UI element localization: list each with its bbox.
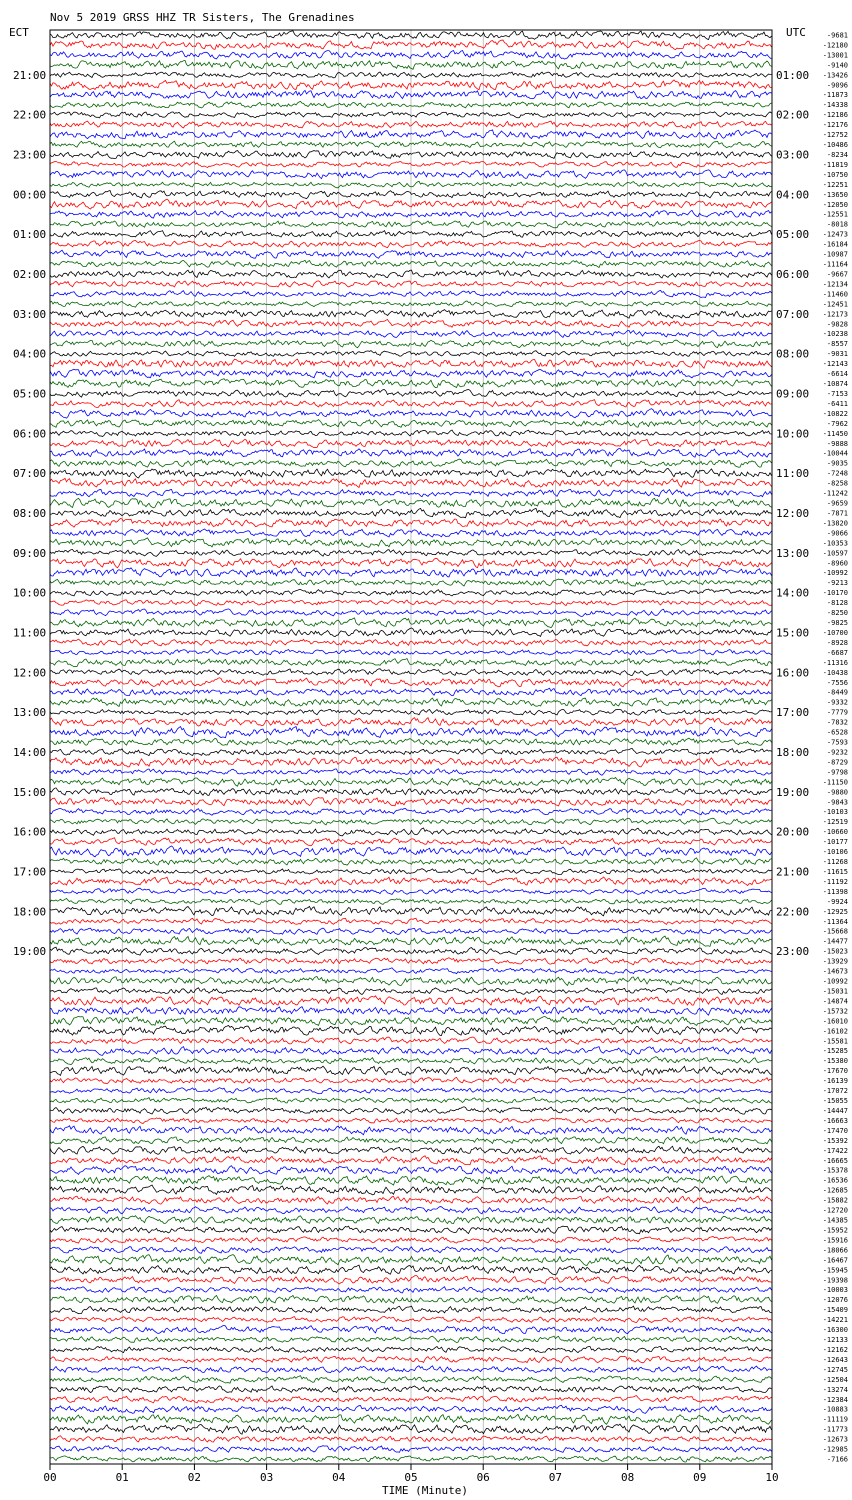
left-hour-label: 15:00 bbox=[13, 785, 47, 799]
x-tick-label: 00 bbox=[43, 1471, 57, 1484]
trace-offset-label: -8128 bbox=[826, 599, 848, 608]
right-hour-label: 17:00 bbox=[776, 706, 810, 720]
trace-offset-label: -10700 bbox=[822, 628, 848, 637]
right-hour-label: 07:00 bbox=[776, 307, 810, 321]
trace-offset-label: -16300 bbox=[822, 1326, 848, 1335]
trace-offset-label: -11316 bbox=[822, 658, 848, 667]
right-hour-label: 18:00 bbox=[776, 745, 810, 759]
left-hour-label: 18:00 bbox=[13, 905, 47, 919]
trace-offset-label: -9880 bbox=[826, 788, 848, 797]
trace-offset-label: -11460 bbox=[822, 290, 848, 299]
trace-offset-label: -12176 bbox=[822, 121, 848, 130]
right-hour-label: 11:00 bbox=[776, 467, 810, 481]
trace-offset-label: -9843 bbox=[826, 798, 848, 807]
left-hour-label: 21:00 bbox=[13, 68, 47, 82]
trace-offset-label: -14874 bbox=[822, 997, 848, 1006]
trace-offset-label: -12720 bbox=[822, 1206, 848, 1215]
trace-offset-label: -14338 bbox=[822, 101, 848, 110]
trace-offset-label: -15055 bbox=[822, 1097, 848, 1106]
trace-offset-label: -12180 bbox=[822, 41, 848, 50]
trace-offset-label: -9035 bbox=[826, 459, 848, 468]
trace-offset-label: -10883 bbox=[822, 1405, 848, 1414]
trace-offset-label: -9213 bbox=[826, 579, 848, 588]
trace-offset-label: -19398 bbox=[822, 1276, 848, 1285]
trace-offset-label: -10438 bbox=[822, 668, 848, 677]
left-hour-labels bbox=[13, 69, 46, 958]
trace-offset-label: -12186 bbox=[822, 111, 848, 120]
trace-offset-label: -8960 bbox=[826, 559, 848, 568]
trace-offset-label: -8557 bbox=[826, 340, 848, 349]
trace-offset-label: -9140 bbox=[826, 61, 848, 70]
x-tick-label: 02 bbox=[187, 1471, 202, 1484]
left-hour-label: 00:00 bbox=[13, 188, 47, 202]
trace-offset-label: -12134 bbox=[822, 280, 848, 289]
trace-offset-label: -13001 bbox=[822, 51, 848, 60]
trace-offset-label: -12752 bbox=[822, 131, 848, 140]
trace-offset-label: -15945 bbox=[822, 1266, 848, 1275]
trace-offset-label: -11192 bbox=[822, 877, 848, 886]
left-hour-label: 10:00 bbox=[13, 586, 47, 600]
trace-offset-label: -15882 bbox=[822, 1196, 848, 1205]
trace-offset-label: -15916 bbox=[822, 1236, 848, 1245]
trace-offset-label: -7593 bbox=[826, 738, 848, 747]
trace-offset-label: -7556 bbox=[826, 678, 848, 687]
right-hour-label: 21:00 bbox=[776, 865, 810, 879]
trace-offset-label: -16102 bbox=[822, 1027, 848, 1036]
left-hour-label: 03:00 bbox=[13, 307, 47, 321]
x-tick-label: 09 bbox=[693, 1471, 707, 1484]
trace-offset-label: -11164 bbox=[822, 260, 848, 269]
left-hour-label: 19:00 bbox=[13, 945, 47, 959]
right-hour-label: 02:00 bbox=[776, 108, 810, 122]
trace-offset-label: -11364 bbox=[822, 917, 848, 926]
x-tick-label: 03 bbox=[259, 1471, 274, 1484]
trace-offset-label: -15409 bbox=[822, 1306, 848, 1315]
right-hour-label: 10:00 bbox=[776, 427, 810, 441]
trace-offset-label: -9066 bbox=[826, 529, 848, 538]
trace-offset-label: -12673 bbox=[822, 1435, 848, 1444]
trace-offset-label: -10177 bbox=[822, 838, 848, 847]
right-hour-labels bbox=[776, 69, 809, 958]
trace-offset-label: -12173 bbox=[822, 310, 848, 319]
trace-offset-label: -10597 bbox=[822, 549, 848, 558]
trace-offset-label: -10170 bbox=[822, 589, 848, 598]
trace-offset-label: -10238 bbox=[822, 330, 848, 339]
trace-offset-label: -11873 bbox=[822, 91, 848, 100]
trace-offset-label: -12143 bbox=[822, 360, 848, 369]
trace-offset-label: -12162 bbox=[822, 1345, 848, 1354]
trace-offset-label: -8729 bbox=[826, 758, 848, 767]
trace-offset-label: -15380 bbox=[822, 1057, 848, 1066]
trace-offset-label: -9031 bbox=[826, 350, 848, 359]
trace-offset-label: -12133 bbox=[822, 1336, 848, 1345]
trace-offset-label: -9096 bbox=[826, 81, 848, 90]
trace-offset-label: -9825 bbox=[826, 619, 848, 628]
trace-offset-label: -17470 bbox=[822, 1126, 848, 1135]
trace-offset-label: -12685 bbox=[822, 1186, 848, 1195]
trace-offset-label: -13650 bbox=[822, 190, 848, 199]
trace-offset-label: -7153 bbox=[826, 389, 848, 398]
trace-offset-label: -16536 bbox=[822, 1176, 848, 1185]
trace-offset-label: -9332 bbox=[826, 698, 848, 707]
trace-offset-label: -8928 bbox=[826, 638, 848, 647]
trace-offset-label: -9232 bbox=[826, 748, 848, 757]
left-hour-label: 16:00 bbox=[13, 825, 47, 839]
trace-offset-label: -10874 bbox=[822, 380, 848, 389]
trace-offset-label: -11398 bbox=[822, 887, 848, 896]
x-tick-label: 05 bbox=[404, 1471, 418, 1484]
left-hour-label: 22:00 bbox=[13, 108, 47, 122]
x-tick-label: 06 bbox=[476, 1471, 490, 1484]
trace-offset-label: -10992 bbox=[822, 977, 848, 986]
trace-offset-label: -11615 bbox=[822, 867, 848, 876]
left-hour-label: 09:00 bbox=[13, 546, 47, 560]
trace-offset-label: -11268 bbox=[822, 858, 848, 867]
trace-offset-label: -7248 bbox=[826, 469, 848, 478]
trace-offset-label: -12473 bbox=[822, 230, 848, 239]
left-hour-label: 04:00 bbox=[13, 347, 47, 361]
trace-offset-label: -15732 bbox=[822, 1007, 848, 1016]
trace-offset-label: -15378 bbox=[822, 1166, 848, 1175]
trace-offset-label: -15285 bbox=[822, 1047, 848, 1056]
right-hour-label: 03:00 bbox=[776, 148, 810, 162]
trace-offset-label: -17422 bbox=[822, 1146, 848, 1155]
trace-offset-label: -14221 bbox=[822, 1316, 848, 1325]
trace-offset-label: -11773 bbox=[822, 1425, 848, 1434]
trace-offset-label: -10353 bbox=[822, 539, 848, 548]
left-hour-label: 12:00 bbox=[13, 666, 47, 680]
trace-offset-label: -10044 bbox=[822, 449, 848, 458]
trace-offset-label: -13929 bbox=[822, 957, 848, 966]
trace-offset-label: -14385 bbox=[822, 1216, 848, 1225]
left-hour-label: 05:00 bbox=[13, 387, 47, 401]
left-hour-label: 17:00 bbox=[13, 865, 47, 879]
trace-offset-label: -10486 bbox=[822, 141, 848, 150]
trace-offset-label: -14447 bbox=[822, 1106, 848, 1115]
trace-offset-label: -9924 bbox=[826, 897, 848, 906]
trace-offset-label: -7962 bbox=[826, 419, 848, 428]
right-hour-label: 05:00 bbox=[776, 228, 810, 242]
trace-offset-label: -6687 bbox=[826, 648, 848, 657]
trace-offset-label: -15668 bbox=[822, 927, 848, 936]
trace-offset-label: -12643 bbox=[822, 1355, 848, 1364]
right-hour-label: 04:00 bbox=[776, 188, 810, 202]
trace-offset-label: -11150 bbox=[822, 778, 848, 787]
left-timezone-label: ECT bbox=[9, 26, 29, 39]
left-hour-label: 11:00 bbox=[13, 626, 47, 640]
trace-offset-label: -6614 bbox=[826, 370, 848, 379]
trace-offset-label: -12504 bbox=[822, 1375, 848, 1384]
trace-offset-label: -13274 bbox=[822, 1385, 848, 1394]
left-hour-label: 14:00 bbox=[13, 745, 47, 759]
right-hour-label: 12:00 bbox=[776, 506, 810, 520]
trace-offset-label: -16665 bbox=[822, 1156, 848, 1165]
right-hour-label: 19:00 bbox=[776, 785, 810, 799]
trace-offset-label: -16663 bbox=[822, 1116, 848, 1125]
trace-offset-label: -14477 bbox=[822, 937, 848, 946]
chart-title: Nov 5 2019 GRSS HHZ TR Sisters, The Grenadines bbox=[50, 11, 355, 24]
trace-offset-label: -10750 bbox=[822, 170, 848, 179]
trace-offset-label: -10987 bbox=[822, 250, 848, 259]
trace-offset-label: -15581 bbox=[822, 1037, 848, 1046]
trace-offset-label: -15952 bbox=[822, 1226, 848, 1235]
x-tick-label: 01 bbox=[115, 1471, 129, 1484]
trace-offset-label: -15392 bbox=[822, 1136, 848, 1145]
trace-offset-label: -16184 bbox=[822, 240, 848, 249]
trace-offset-labels bbox=[823, 31, 848, 1463]
trace-offset-label: -12985 bbox=[822, 1445, 848, 1454]
trace-offset-label: -15023 bbox=[822, 947, 848, 956]
right-hour-label: 20:00 bbox=[776, 825, 810, 839]
trace-offset-label: -12050 bbox=[822, 200, 848, 209]
right-hour-label: 08:00 bbox=[776, 347, 810, 361]
x-tick-label: 10 bbox=[765, 1471, 779, 1484]
trace-offset-label: -9798 bbox=[826, 768, 848, 777]
x-tick-label: 07 bbox=[548, 1471, 563, 1484]
trace-offset-label: -9667 bbox=[826, 270, 848, 279]
trace-offset-label: -7166 bbox=[826, 1455, 848, 1464]
left-hour-label: 02:00 bbox=[13, 267, 47, 281]
trace-offset-label: -12925 bbox=[822, 907, 848, 916]
right-hour-label: 01:00 bbox=[776, 68, 810, 82]
left-hour-label: 13:00 bbox=[13, 706, 47, 720]
trace-offset-label: -6528 bbox=[826, 728, 848, 737]
trace-offset-label: -17670 bbox=[822, 1067, 848, 1076]
left-hour-label: 01:00 bbox=[13, 228, 47, 242]
trace-offset-label: -8258 bbox=[826, 479, 848, 488]
x-tick-label: 08 bbox=[620, 1471, 635, 1484]
trace-offset-label: -14673 bbox=[822, 967, 848, 976]
trace-offset-label: -10822 bbox=[822, 409, 848, 418]
right-hour-label: 15:00 bbox=[776, 626, 810, 640]
trace-offset-label: -9888 bbox=[826, 439, 848, 448]
trace-offset-label: -11819 bbox=[822, 160, 848, 169]
trace-offset-label: -16467 bbox=[822, 1256, 848, 1265]
trace-offset-label: -11242 bbox=[822, 489, 848, 498]
trace-offset-label: -8234 bbox=[826, 150, 848, 159]
right-hour-label: 22:00 bbox=[776, 905, 810, 919]
trace-offset-label: -9828 bbox=[826, 320, 848, 329]
x-tick-label: 04 bbox=[332, 1471, 346, 1484]
trace-offset-label: -12551 bbox=[822, 210, 848, 219]
trace-offset-label: -7871 bbox=[826, 509, 848, 518]
trace-offset-label: -10106 bbox=[822, 848, 848, 857]
trace-offset-label: -10003 bbox=[822, 1286, 848, 1295]
trace-offset-label: -9659 bbox=[826, 499, 848, 508]
trace-offset-label: -13426 bbox=[822, 71, 848, 80]
right-timezone-label: UTC bbox=[786, 26, 806, 39]
trace-offset-label: -15031 bbox=[822, 987, 848, 996]
trace-offset-label: -12519 bbox=[822, 818, 848, 827]
right-hour-label: 16:00 bbox=[776, 666, 810, 680]
trace-offset-label: -12251 bbox=[822, 180, 848, 189]
trace-offset-label: -16139 bbox=[822, 1077, 848, 1086]
trace-offset-label: -9681 bbox=[826, 31, 848, 40]
trace-offset-label: -10992 bbox=[822, 569, 848, 578]
right-hour-label: 09:00 bbox=[776, 387, 810, 401]
trace-offset-label: -7832 bbox=[826, 718, 848, 727]
x-axis-ticks bbox=[43, 1464, 778, 1484]
trace-offset-label: -11450 bbox=[822, 429, 848, 438]
right-hour-label: 14:00 bbox=[776, 586, 810, 600]
left-hour-label: 23:00 bbox=[13, 148, 47, 162]
trace-offset-label: -12451 bbox=[822, 300, 848, 309]
left-hour-label: 07:00 bbox=[13, 467, 47, 481]
trace-offset-label: -18066 bbox=[822, 1246, 848, 1255]
trace-offset-label: -8449 bbox=[826, 688, 848, 697]
trace-offset-label: -17072 bbox=[822, 1087, 848, 1096]
trace-offset-label: -10660 bbox=[822, 828, 848, 837]
trace-offset-label: -6411 bbox=[826, 399, 848, 408]
trace-offset-label: -8018 bbox=[826, 220, 848, 229]
right-hour-label: 23:00 bbox=[776, 945, 810, 959]
trace-offset-label: -11119 bbox=[822, 1415, 848, 1424]
x-axis-label: TIME (Minute) bbox=[381, 1484, 469, 1497]
trace-offset-label: -8250 bbox=[826, 609, 848, 618]
trace-offset-label: -12745 bbox=[822, 1365, 848, 1374]
trace-offset-label: -13820 bbox=[822, 519, 848, 528]
trace-offset-label: -12384 bbox=[822, 1395, 848, 1404]
right-hour-label: 06:00 bbox=[776, 267, 810, 281]
trace-offset-label: -10103 bbox=[822, 808, 848, 817]
trace-offset-label: -16010 bbox=[822, 1017, 848, 1026]
trace-offset-label: -12076 bbox=[822, 1296, 848, 1305]
left-hour-label: 06:00 bbox=[13, 427, 47, 441]
trace-offset-label: -7779 bbox=[826, 708, 848, 717]
right-hour-label: 13:00 bbox=[776, 546, 810, 560]
left-hour-label: 08:00 bbox=[13, 506, 47, 520]
